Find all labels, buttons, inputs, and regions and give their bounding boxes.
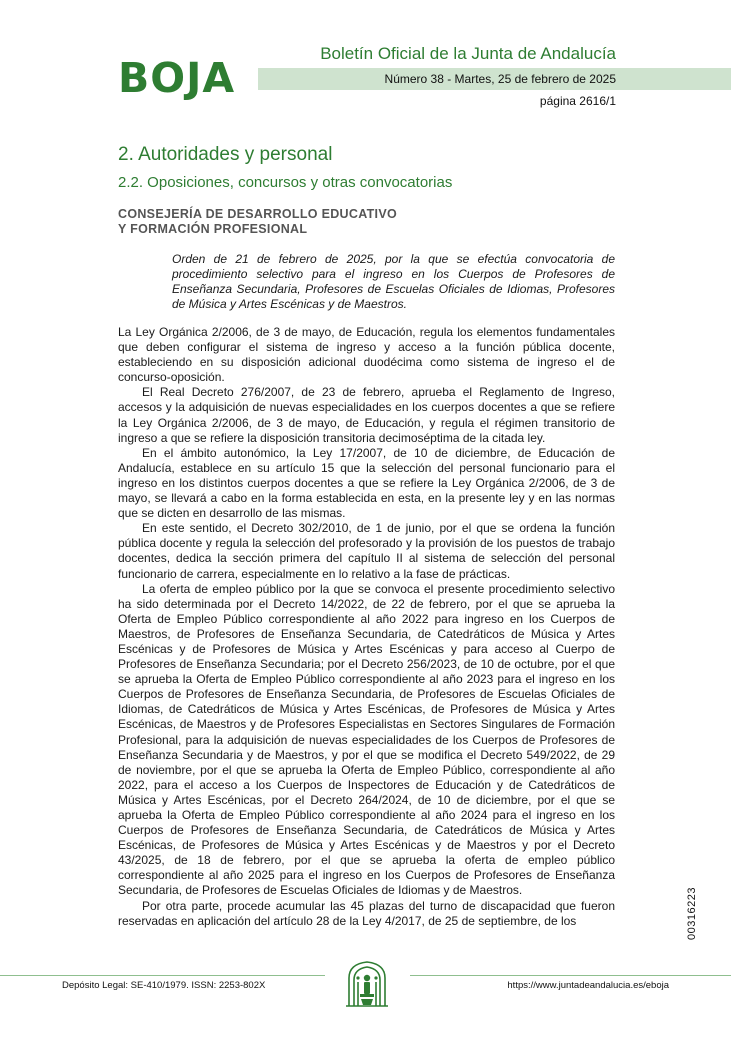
paragraph: El Real Decreto 276/2007, de 23 de febrero, aprueba el Reglamento de Ingreso, accesos y la adquisición de nuevas especialidades en los cuerpos docentes a que se refiere la Ley Orgánica 2/2006, de 3 de mayo, de Educación, y regula el régimen transitorio de ingreso a que se refiere la disposición transitoria decimoséptima de la citada ley. <box>118 385 615 445</box>
organization-heading <box>118 207 397 237</box>
paragraph: La oferta de empleo público por la que se convoca el presente procedimiento selectivo ha sido determinada por el Decreto 14/2022, de 22 de febrero, por el que se aprueba la Oferta de Empleo Público correspondiente al año 2022 para ingreso en los Cuerpos de Maestros, de Profesores de Enseñanza Secundaria, de Catedráticos de Música y Artes Escénicas y de Profesores de Música y Artes Escénicas y para acceso al Cuerpo de Profesores de Enseñanza Secundaria; por el Decreto 256/2023, de 10 de octubre, por el que se aprueba la Oferta de Empleo Público correspondiente al año 2023 para el ingreso en los Cuerpos de Profesores de Enseñanza Secundaria, de Profesores de Escuelas Oficiales de Idiomas, de Catedráticos de Música y Artes Escénicas, de Profesores de Música y Artes Escénicas, de Maestros y de Profesores Especialistas en Sectores Singulares de Formación Profesional, para la adquisición de nuevas especialidades de los Cuerpos de Profesores de Enseñanza Secundaria y de Maestros, y por el que se modifica el Decreto 549/2022, de 29 de noviembre, por el que se aprueba la Oferta de Empleo Público, correspondiente al año 2022, para el acceso a los Cuerpos de Inspectores de Educación y de Catedráticos de Música y Artes Escénicas, por el Decreto 264/2024, de 10 de diciembre, por el que se aprueba la Oferta de Empleo Público correspondiente al año 2024 para el ingreso en los Cuerpos de Profesores de Enseñanza Secundaria, de Catedráticos de Música y Artes Escénicas, de Profesores de Música y Artes Escénicas y de Maestros y por el Decreto 43/2025, de 18 de febrero, por el que se aprueba la oferta de empleo público correspondiente al año 2025 para el ingreso en los Cuerpos de Profesores de Enseñanza Secundaria, de Profesores de Escuelas Oficiales de Idiomas y de Maestros. <box>118 581 615 898</box>
organization-line-2: Y FORMACIÓN PROFESIONAL <box>118 222 308 236</box>
document-body <box>118 325 615 929</box>
publication-title: Boletín Oficial de la Junta de Andalucía <box>320 44 616 63</box>
subsection-title: 2.2. Oposiciones, concursos y otras convocatorias <box>118 174 453 191</box>
footer-url-link[interactable]: https://www.juntadeandalucia.es/eboja <box>507 980 669 991</box>
order-summary: Orden de 21 de febrero de 2025, por la que se efectúa convocatoria de procedimiento selectivo para el ingreso en los Cuerpos de Profesores de Enseñanza Secundaria, Profesores de Escuelas Oficiales de Idiomas, Profesores de Música y Artes Escénicas y de Maestros. <box>172 252 615 311</box>
footer-divider-right <box>410 975 731 976</box>
issue-info: Número 38 - Martes, 25 de febrero de 2025 <box>384 72 616 86</box>
section-title: 2. Autoridades y personal <box>118 144 333 165</box>
legal-deposit: Depósito Legal: SE-410/1979. ISSN: 2253-802X <box>62 980 266 991</box>
paragraph: En el ámbito autonómico, la Ley 17/2007, de 10 de diciembre, de Educación de Andalucía, establece en su artículo 15 que la selección del personal funcionario para el ingreso en los distintos cuerpos docentes a que se refiere la Ley Orgánica 2/2006, de 3 de mayo, se llevará a cabo en la forma establecida en esta, en la presente ley y en las normas que se dicten en desarrollo de las mismas. <box>118 445 615 521</box>
paragraph: La Ley Orgánica 2/2006, de 3 de mayo, de Educación, regula los elementos fundamentales que deben configurar el sistema de ingreso y acceso a la función pública docente, estableciendo en su disposición adicional duodécima como sistema de ingreso el de concurso-oposición. <box>118 325 615 385</box>
document-code: 00316223 <box>686 887 698 940</box>
paragraph: Por otra parte, procede acumular las 45 plazas del turno de discapacidad que fueron reservadas en aplicación del artículo 28 de la Ley 4/2017, de 25 de septiembre, de los <box>118 898 615 928</box>
footer-divider-left <box>0 975 325 976</box>
boja-logo: BOJA <box>118 54 236 102</box>
page-number: página 2616/1 <box>539 94 616 108</box>
paragraph: En este sentido, el Decreto 302/2010, de 1 de junio, por el que se ordena la función pública docente y regula la selección del profesorado y la provisión de los puestos de trabajo docentes, dedica la sección primera del capítulo II al sistema de selección del personal funcionario de carrera, especialmente en lo relativo a la fase de prácticas. <box>118 521 615 581</box>
junta-andalucia-emblem-icon <box>343 958 391 1010</box>
organization-line-1: CONSEJERÍA DE DESARROLLO EDUCATIVO <box>118 207 397 221</box>
